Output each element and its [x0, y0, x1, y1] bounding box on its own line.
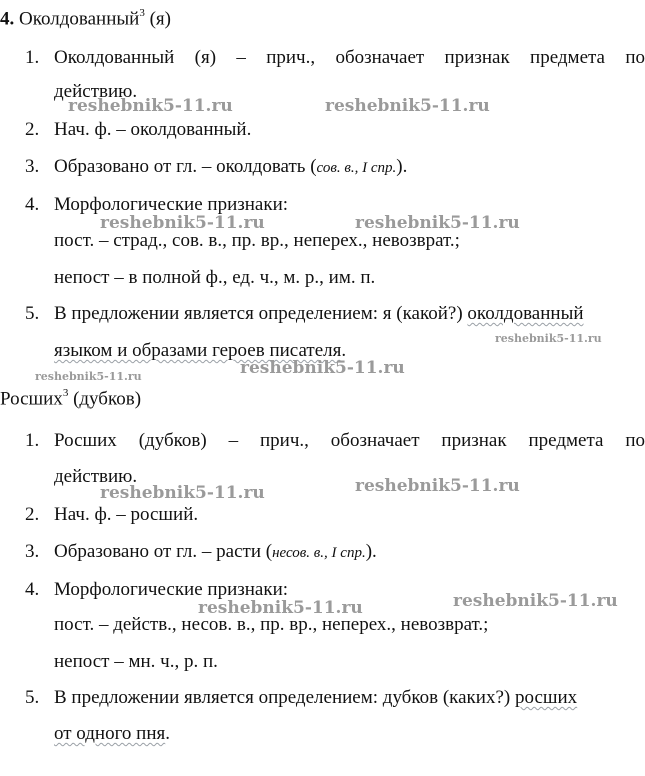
list-item-text: Околдованный (я) – прич., обозначает признак предмета по: [54, 47, 645, 68]
list-number: 5.: [25, 303, 40, 324]
list-item-continuation: [54, 724, 170, 744]
section-heading-1: [0, 4, 171, 29]
watermark: reshebnik5-11.ru: [198, 598, 363, 618]
heading-word: Околдованный: [19, 8, 140, 30]
underlined-phrase: росших: [514, 687, 578, 708]
text-part: В предложении является определением: дубков (каких?): [54, 687, 511, 708]
heading-superscript: 3: [62, 387, 69, 399]
watermark: reshebnik5-11.ru: [453, 591, 618, 611]
list-number: 2.: [25, 119, 40, 140]
list-item-text: Росших (дубков) – прич., обозначает признак предмета по: [54, 430, 645, 451]
watermark: reshebnik5-11.ru: [355, 213, 520, 233]
underlined-phrase: околдованный: [467, 303, 584, 324]
italic-note: несов. в., I спр.: [272, 545, 366, 561]
text-part: ).: [396, 156, 408, 177]
list-number: 3.: [25, 541, 40, 562]
text-part: .: [165, 723, 170, 744]
heading-paren: (дубков): [73, 388, 142, 410]
heading-word: Росших: [0, 388, 63, 410]
list-number: 2.: [25, 504, 40, 525]
text-part: Образовано от гл. – расти (: [54, 541, 273, 562]
section-heading-2: [0, 384, 141, 409]
watermark: reshebnik5-11.ru: [100, 213, 265, 233]
watermark: reshebnik5-11.ru: [240, 358, 405, 378]
list-number: 1.: [25, 47, 40, 68]
watermark: reshebnik5-11.ru: [355, 476, 520, 496]
text-part: .: [341, 340, 347, 361]
list-item-continuation: [54, 341, 346, 361]
list-number: 4.: [25, 194, 40, 215]
watermark: reshebnik5-11.ru: [325, 96, 490, 116]
list-item-text: [54, 542, 377, 563]
text-part: В предложении является определением: я (какой?): [54, 303, 463, 324]
heading-paren: (я): [149, 8, 171, 30]
list-number: 1.: [25, 430, 40, 451]
list-item-text: Нач. ф. – росший.: [54, 504, 199, 525]
list-number: 4.: [25, 579, 40, 600]
list-item-text: Морфологические признаки:: [54, 194, 289, 215]
list-number: 5.: [25, 687, 40, 708]
underlined-phrase: от одного пня: [54, 723, 166, 744]
constant-features: пост. – действ., несов. в., пр. вр., неперех., невозврат.;: [54, 614, 489, 635]
watermark: reshebnik5-11.ru: [68, 96, 233, 116]
list-item-text: Нач. ф. – околдованный.: [54, 119, 252, 140]
list-item-text: [54, 157, 407, 178]
heading-superscript: 3: [139, 7, 145, 19]
heading-number: 4.: [0, 8, 15, 30]
italic-note: сов. в., I спр.: [316, 160, 397, 176]
variable-features: непост – мн. ч., р. п.: [54, 651, 218, 672]
list-item-text: [54, 304, 584, 324]
text-part: ).: [365, 541, 377, 562]
list-item-text: Морфологические признаки:: [54, 579, 289, 600]
variable-features: непост – в полной ф., ед. ч., м. р., им. п.: [54, 267, 376, 288]
watermark: reshebnik5-11.ru: [100, 483, 265, 503]
constant-features: пост. – страд., сов. в., пр. вр., неперех., невозврат.;: [54, 230, 460, 251]
list-number: 3.: [25, 156, 40, 177]
watermark: reshebnik5-11.ru: [35, 370, 142, 383]
list-item-continuation: действию.: [54, 466, 138, 487]
list-item-text: [54, 688, 577, 708]
watermark: reshebnik5-11.ru: [495, 332, 602, 345]
list-item-continuation: действию.: [54, 81, 138, 102]
text-part: Образовано от гл. – околдовать (: [54, 156, 317, 177]
underlined-phrase: языком и образами героев писателя: [54, 340, 342, 361]
